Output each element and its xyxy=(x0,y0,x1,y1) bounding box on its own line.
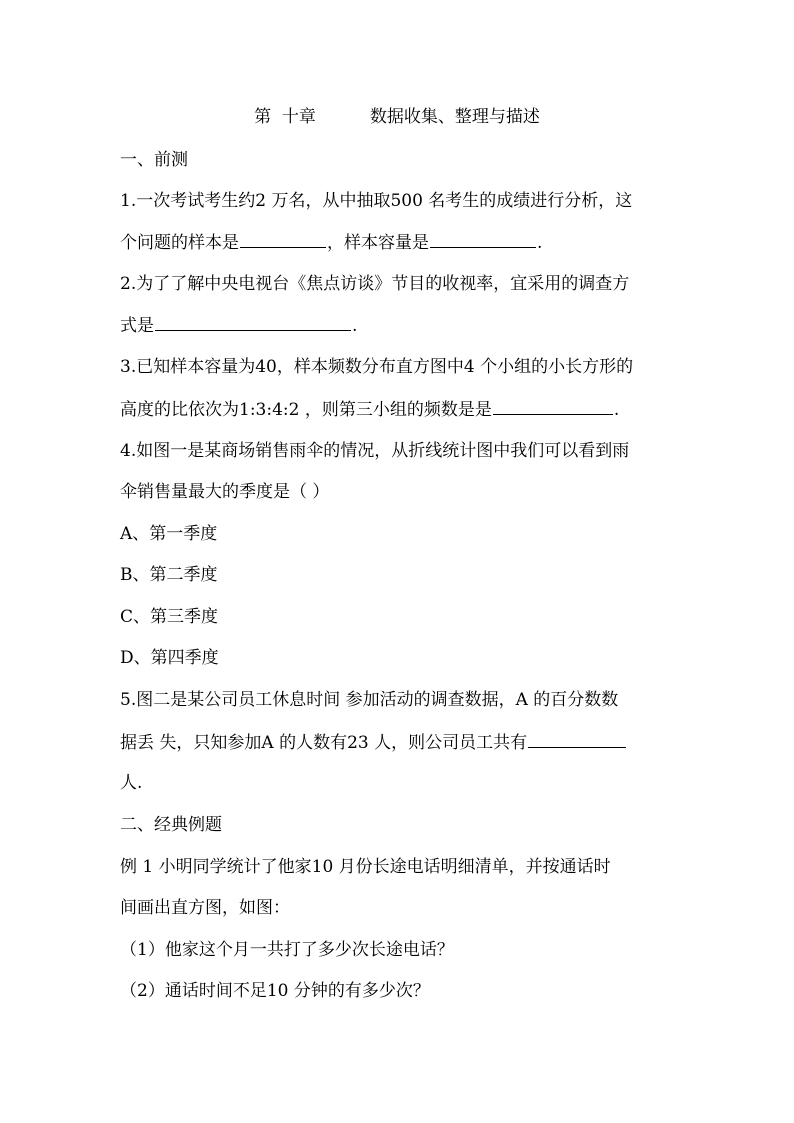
question-2-line-1: 2.为了了解中央电视台《焦点访谈》节目的收视率，宜采用的调查方 xyxy=(120,274,630,294)
example-1-subquestion-1: （1）他家这个月一共打了多少次长途电话？ xyxy=(120,940,454,960)
question-4-line-1: 4.如图一是某商场销售雨伞的情况，从折线统计图中我们可以看到雨 xyxy=(120,441,630,461)
question-1-line-1: 1.一次考试考生约2 万名，从中抽取500 名考生的成绩进行分析，这 xyxy=(120,191,633,211)
question-3-text-b: . xyxy=(613,400,620,420)
option-d: D、第四季度 xyxy=(120,648,219,668)
question-1-line-2 xyxy=(120,231,686,254)
section-heading-examples: 二、经典例题 xyxy=(120,815,222,835)
answer-blank-sample-size xyxy=(430,231,536,248)
answer-blank-survey-method xyxy=(155,314,351,331)
question-5-text-a: 据丢 失，只知参加A 的人数有23 人，则公司员工共有 xyxy=(120,733,528,753)
option-a: A、第一季度 xyxy=(120,524,218,544)
section-heading-pretest: 一、前测 xyxy=(120,150,188,170)
question-2-text-b: . xyxy=(352,316,358,336)
question-5-line-1: 5.图二是某公司员工休息时间 参加活动的调查数据，A 的百分数数 xyxy=(120,690,619,710)
question-3-line-2 xyxy=(120,398,686,421)
question-4-line-2: 伞销售量最大的季度是（ ） xyxy=(120,482,330,502)
answer-blank-frequency xyxy=(493,398,613,415)
question-1-text-c: . xyxy=(537,233,543,253)
example-1-subquestion-2: （2）通话时间不足10 分钟的有多少次？ xyxy=(120,981,430,1001)
question-3-line-1: 3.已知样本容量为40，样本频数分布直方图中4 个小组的小长方形的 xyxy=(120,357,634,377)
example-1-line-1: 例 1 小明同学统计了他家10 月份长途电话明细清单，并按通话时 xyxy=(120,857,611,877)
question-1-text-b: ，样本容量是 xyxy=(327,233,429,253)
chapter-title: 第 十章 数据收集、整理与描述 xyxy=(254,107,540,127)
example-1-line-2: 间画出直方图，如图： xyxy=(120,898,290,918)
question-2-line-2 xyxy=(120,314,686,337)
option-b: B、第二季度 xyxy=(120,565,218,585)
option-c: C、第三季度 xyxy=(120,607,219,627)
answer-blank-sample xyxy=(240,231,326,248)
answer-blank-employee-count xyxy=(528,731,626,748)
question-5-line-2 xyxy=(120,731,686,754)
question-2-text-a: 式是 xyxy=(120,316,154,336)
question-5-line-3: 人. xyxy=(120,773,143,793)
question-3-text-a: 高度的比依次为1:3:4:2 ，则第三小组的频数是是 xyxy=(120,400,492,420)
question-1-text-a: 个问题的样本是 xyxy=(120,233,239,253)
